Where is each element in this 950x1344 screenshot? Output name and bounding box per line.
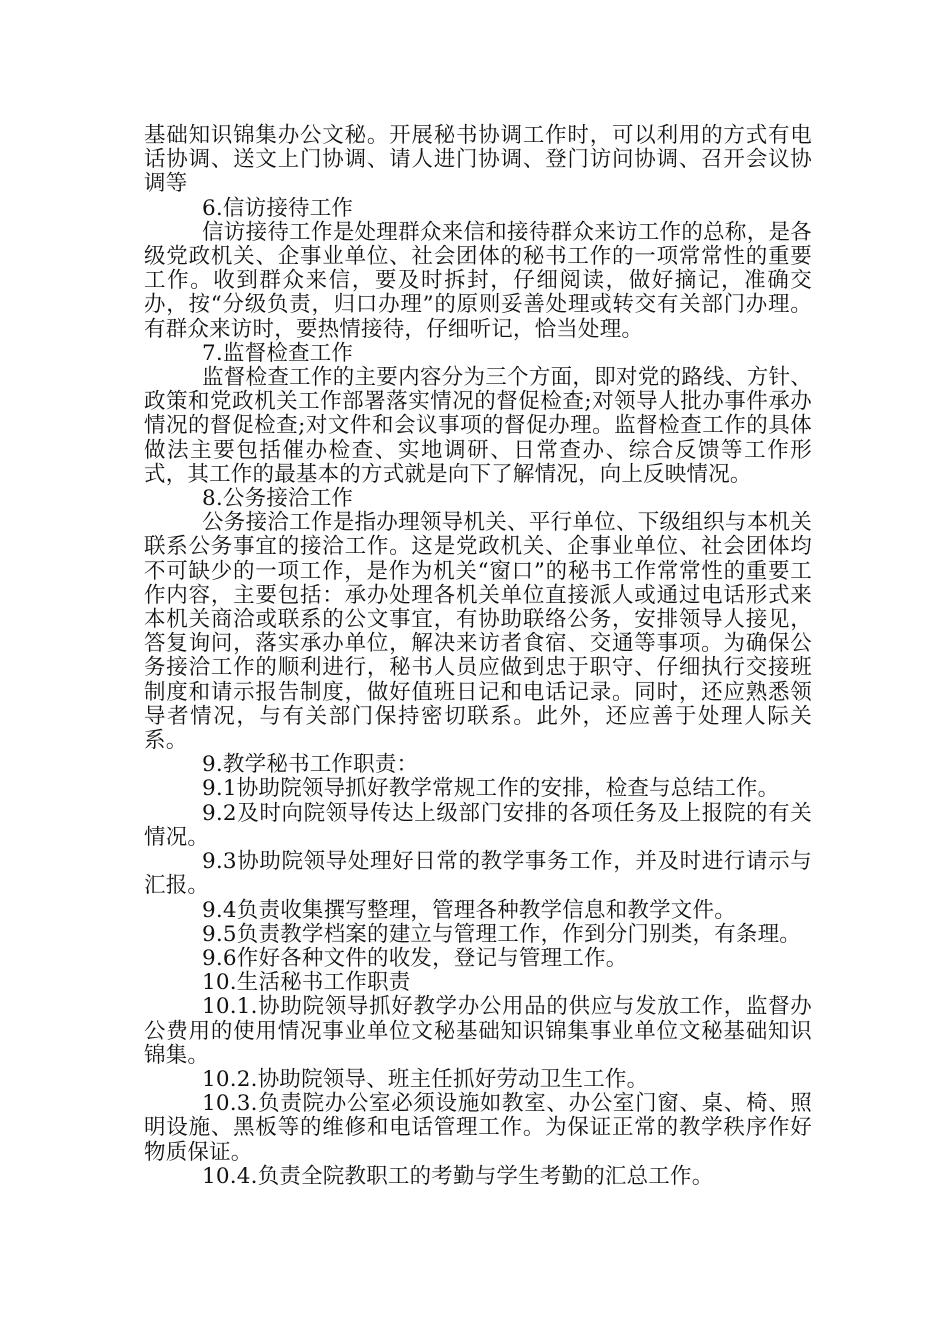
list-item-9-6: 9.6作好各种文件的收发，登记与管理工作。	[202, 945, 628, 971]
list-item-10-1: 10.1.协助院领导抓好教学办公用品的供应与发放工作，监督办公费用的使用情况事业单位文秘基础知识锦集事业单位文秘基础知识锦集。	[144, 994, 812, 1068]
paragraph-official-liaison: 公务接洽工作是指办理领导机关、平行单位、下级组织与本机关联系公务事宜的接洽工作。这是党政机关、企事业单位、社会团体均不可缺少的一项工作，是作为机关“窗口”的秘书工作常常性的重要工作内容，主要包括：承办处理各机关单位直接派人或通过电话形式来本机关商洽或联系的公文事宜，有协助联络公务，安排领导人接见，答复询问，落实承办单位，解决来访者食宿、交通等事项。为确保公务接洽工作的顺利进行，秘书人员应做到忠于职守、仔细执行交接班制度和请示报告制度，做好值班日记和电话记录。同时，还应熟悉领导者情况，与有关部门保持密切联系。此外，还应善于处理人际关系。	[144, 510, 812, 754]
heading-9: 9.教学秘书工作职责：	[202, 752, 419, 778]
list-item-9-4: 9.4负责收集撰写整理，管理各种教学信息和教学文件。	[202, 897, 736, 923]
list-item-10-3: 10.3.负责院办公室必须设施如教室、办公室门窗、桌、椅、照明设施、黑板等的维修和电话管理工作。为保证正常的教学秩序作好物质保证。	[144, 1091, 812, 1165]
heading-7: 7.监督检查工作	[202, 340, 354, 366]
list-item-9-3: 9.3协助院领导处理好日常的教学事务工作，并及时进行请示与汇报。	[144, 849, 812, 899]
heading-10: 10.生活秘书工作职责	[202, 970, 411, 996]
heading-6: 6.信访接待工作	[202, 195, 354, 221]
list-item-10-4: 10.4.负责全院教职工的考勤与学生考勤的汇总工作。	[202, 1163, 714, 1189]
document-body	[144, 124, 812, 1189]
list-item-9-2: 9.2及时向院领导传达上级部门安排的各项任务及上报院的有关情况。	[144, 800, 812, 850]
list-item-9-1: 9.1协助院领导抓好教学常规工作的安排，检查与总结工作。	[202, 776, 780, 802]
list-item-9-5: 9.5负责教学档案的建立与管理工作，作到分门别类，有条理。	[202, 921, 801, 947]
paragraph-continuation: 基础知识锦集办公文秘。开展秘书协调工作时，可以利用的方式有电话协调、送文上门协调、请人进门协调、登门访问协调、召开会议协调等	[144, 123, 812, 197]
heading-8: 8.公务接洽工作	[202, 486, 354, 512]
paragraph-petition-reception: 信访接待工作是处理群众来信和接待群众来访工作的总称，是各级党政机关、企事业单位、社会团体的秘书工作的一项常常性的重要工作。收到群众来信，要及时拆封，仔细阅读，做好摘记，准确交办，按“分级负责，归口办理”的原则妥善处理或转交有关部门办理。有群众来访时，要热情接待，仔细听记，恰当处理。	[144, 219, 812, 342]
list-item-10-2: 10.2.协助院领导、班主任抓好劳动卫生工作。	[202, 1066, 649, 1092]
paragraph-supervision-inspection: 监督检查工作的主要内容分为三个方面，即对党的路线、方针、政策和党政机关工作部署落实情况的督促检查;对领导人批办事件承办情况的督促检查;对文件和会议事项的督促办理。监督检查工作的具体做法主要包括催办检查、实地调研、日常查办、综合反馈等工作形式，其工作的最基本的方式就是向下了解情况，向上反映情况。	[144, 365, 812, 487]
